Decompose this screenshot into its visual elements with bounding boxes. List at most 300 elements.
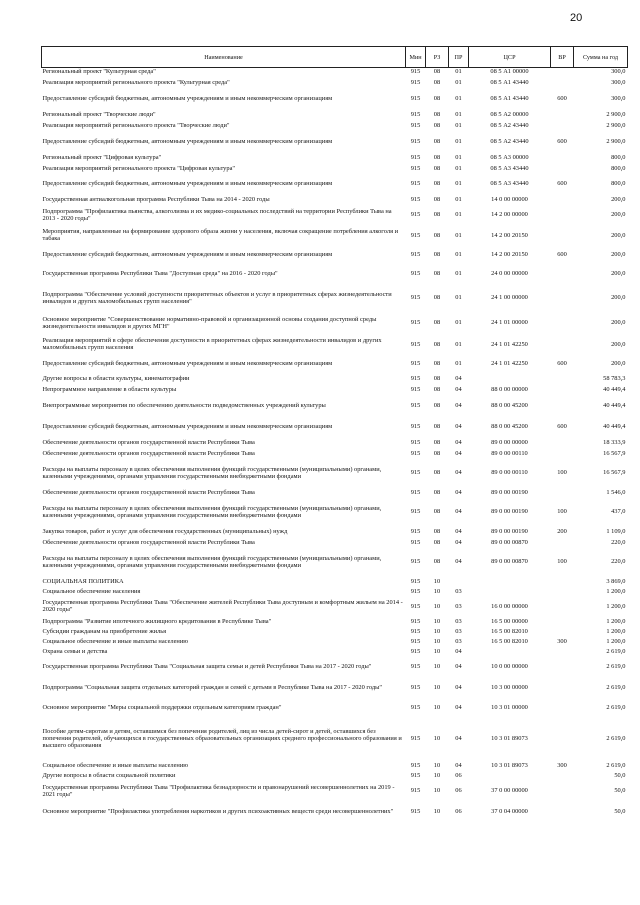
- row-csr: 24 1 01 42250: [491, 360, 528, 368]
- row-pr: 06: [455, 772, 462, 780]
- row-sum: 2 619,0: [606, 704, 626, 712]
- row-sum: 1 200,0: [606, 588, 626, 596]
- row-vr: [551, 648, 574, 658]
- row-sum: 50,0: [614, 787, 626, 795]
- row-rz: 08: [433, 195, 441, 203]
- row-csr: 10 3 01 89073: [491, 735, 528, 743]
- row-csr: 89 0 00 00870: [491, 558, 528, 566]
- row-rz: 08: [433, 270, 441, 278]
- row-csr: [469, 772, 551, 782]
- row-min: 915: [410, 180, 421, 188]
- row-min: 915: [410, 374, 421, 382]
- row-min: 915: [410, 772, 421, 780]
- header-min: Мин: [406, 47, 426, 68]
- row-vr: [551, 195, 574, 206]
- table-row: [42, 678, 628, 699]
- row-vr: 600: [557, 422, 567, 430]
- row-csr: 08 5 А3 43440: [490, 164, 529, 172]
- row-rz: 08: [433, 319, 441, 327]
- row-name: Государственная программа Республики Тыва "Профилактика безнадзорности и правонарушений несовершеннолетних на 2019 - 2021 годы": [42, 783, 395, 798]
- row-min: 915: [410, 488, 421, 496]
- row-name: Региональный проект "Культурная среда": [42, 68, 156, 76]
- row-sum: 50,0: [614, 808, 626, 816]
- row-name: Реализация мероприятий регионального проекта "Культурная среда": [42, 78, 230, 86]
- row-csr: 89 0 00 00190: [491, 488, 528, 496]
- row-rz: 10: [433, 704, 441, 712]
- row-name: Региональный проект "Цифровая культура": [42, 153, 162, 161]
- row-vr: 600: [557, 94, 567, 102]
- page-number: 20: [570, 12, 583, 24]
- table-row: [42, 802, 628, 824]
- row-min: 915: [410, 449, 421, 457]
- row-csr: 08 5 А2 00000: [490, 110, 529, 118]
- table-row: [42, 598, 628, 617]
- row-csr: 08 5 А3 43440: [490, 180, 529, 188]
- row-min: 915: [410, 648, 421, 656]
- row-min: 915: [410, 68, 421, 76]
- row-sum: 3 869,0: [606, 577, 626, 585]
- row-vr: [551, 374, 574, 385]
- row-pr: 04: [455, 469, 462, 477]
- row-rz: 08: [433, 422, 441, 430]
- row-pr: 04: [455, 735, 462, 743]
- row-min: 915: [410, 121, 421, 129]
- row-name: Обеспечение деятельности органов государственной власти Республики Тыва: [42, 488, 255, 496]
- row-pr: 04: [455, 761, 462, 769]
- row-rz: 08: [433, 438, 441, 446]
- row-name: Социальное обеспечение и иные выплаты населению: [42, 761, 189, 769]
- table-row: [42, 588, 628, 598]
- row-csr: 08 5 А1 00000: [490, 68, 529, 76]
- row-name: Подпрограмма "Профилактика пьянства, алкоголизма и их медико-социальных последствий на территории Республики Тыва на 2013 - 2020 годы": [42, 207, 392, 222]
- row-vr: [551, 153, 574, 164]
- row-pr: 01: [455, 164, 462, 172]
- row-sum: 2 619,0: [606, 761, 626, 769]
- row-csr: 08 5 А1 43440: [490, 94, 529, 102]
- row-vr: [551, 226, 574, 247]
- row-name: Государственная программа Республики Тыва "Социальная защита семьи и детей Республики Тыва на 2017 - 2020 годы": [42, 663, 372, 671]
- row-name: Подпрограмма "Социальная защита отдельных категорий граждан и семей с детьми в Республике Тыва на 2017 - 2020 годы": [42, 683, 383, 691]
- row-vr: [551, 617, 574, 628]
- row-rz: 10: [433, 787, 441, 795]
- row-pr: 04: [455, 438, 462, 446]
- row-min: 915: [410, 251, 421, 259]
- row-pr: 01: [455, 68, 462, 76]
- row-csr: 10 3 01 89073: [491, 761, 528, 769]
- row-min: 915: [410, 195, 421, 203]
- header-sum: Сумма на год: [574, 47, 628, 68]
- table-row: [42, 121, 628, 132]
- table-row: [42, 658, 628, 678]
- row-pr: 04: [455, 422, 462, 430]
- row-min: 915: [410, 94, 421, 102]
- row-rz: 08: [433, 251, 441, 259]
- row-vr: [551, 782, 574, 802]
- row-vr: 300: [557, 761, 567, 769]
- row-min: 915: [410, 153, 421, 161]
- row-vr: 100: [557, 558, 567, 566]
- row-rz: 08: [433, 340, 441, 348]
- table-row: [42, 499, 628, 527]
- row-vr: [551, 488, 574, 499]
- row-pr: 01: [455, 251, 462, 259]
- table-row: [42, 78, 628, 89]
- row-pr: 01: [455, 231, 462, 239]
- row-name: Государственная антиалкогольная программа Республики Тыва на 2014 - 2020 годы: [42, 195, 270, 203]
- row-name: Расходы на выплаты персоналу в целях обеспечения выполнения функций государственными (муниципальными) органами, казенными учреждениями, органами управления государственными внебюджетными фондами: [42, 465, 382, 480]
- row-name: Обеспечение деятельности органов государственной власти Республики Тыва: [42, 449, 255, 457]
- row-rz: 08: [433, 78, 441, 86]
- row-pr: 04: [455, 704, 462, 712]
- table-row: [42, 638, 628, 648]
- row-sum: 1 200,0: [606, 602, 626, 610]
- row-name: Предоставление субсидий бюджетным, автономным учреждениям и иным некоммерческим организациям: [42, 180, 333, 188]
- row-rz: 08: [433, 94, 441, 102]
- row-name: Реализация мероприятий в сфере обеспечения доступности в приоритетных сферах жизнедеятельности инвалидов и других маломобильных групп населения: [42, 337, 382, 351]
- row-csr: 16 5 00 82010: [491, 638, 528, 646]
- row-pr: 04: [455, 385, 462, 393]
- row-vr: 600: [557, 137, 567, 145]
- row-rz: 08: [433, 137, 441, 145]
- table-row: [42, 68, 628, 78]
- table-row: [42, 195, 628, 206]
- row-csr: 14 2 00 00000: [491, 211, 528, 219]
- table-row: [42, 648, 628, 658]
- row-min: 915: [410, 558, 421, 566]
- row-sum: 16 567,9: [603, 449, 626, 457]
- row-name: Обеспечение деятельности органов государственной власти Республики Тыва: [42, 538, 255, 546]
- row-csr: 24 1 00 00000: [491, 294, 528, 302]
- table-row: [42, 782, 628, 802]
- row-sum: 2 619,0: [606, 663, 626, 671]
- row-min: 915: [410, 663, 421, 671]
- row-rz: 08: [433, 508, 441, 516]
- row-rz: 08: [433, 385, 441, 393]
- row-vr: [551, 719, 574, 761]
- row-sum: 1 109,0: [606, 527, 626, 535]
- row-vr: [551, 598, 574, 617]
- row-pr: 06: [455, 787, 462, 795]
- row-sum: 200,0: [611, 251, 626, 259]
- row-pr: 01: [455, 153, 462, 161]
- row-min: 915: [410, 787, 421, 795]
- row-vr: [551, 658, 574, 678]
- table-row: [42, 356, 628, 374]
- table-row: [42, 164, 628, 175]
- row-vr: [551, 121, 574, 132]
- row-pr: [449, 577, 469, 588]
- row-pr: 01: [455, 78, 462, 86]
- row-pr: 03: [455, 602, 462, 610]
- row-csr: 89 0 00 00110: [491, 469, 528, 477]
- row-rz: 08: [433, 469, 441, 477]
- table-row: [42, 527, 628, 538]
- row-csr: 08 5 А3 00000: [490, 153, 529, 161]
- row-rz: 08: [433, 68, 441, 76]
- header-name: Наименование: [42, 47, 406, 68]
- row-csr: 89 0 00 00190: [491, 527, 528, 535]
- table-row: [42, 226, 628, 247]
- header-rz: РЗ: [426, 47, 449, 68]
- row-sum: 300,0: [611, 78, 626, 86]
- row-csr: 08 5 А2 43440: [490, 121, 529, 129]
- row-rz: 10: [433, 628, 441, 636]
- table-row: [42, 313, 628, 335]
- row-name: Предоставление субсидий бюджетным, автономным учреждениям и иным некоммерческим организациям: [42, 360, 333, 368]
- row-vr: [551, 678, 574, 699]
- row-sum: 220,0: [611, 558, 626, 566]
- row-min: 915: [410, 422, 421, 430]
- row-sum: 1 200,0: [606, 638, 626, 646]
- row-name: Субсидии гражданам на приобретение жилья: [42, 628, 167, 636]
- row-sum: 200,0: [611, 195, 626, 203]
- row-pr: 01: [455, 121, 462, 129]
- row-pr: 04: [455, 374, 462, 382]
- row-vr: [551, 588, 574, 598]
- table-row: [42, 396, 628, 417]
- row-min: 915: [410, 588, 421, 596]
- row-rz: 10: [433, 808, 441, 816]
- row-name: Предоставление субсидий бюджетным, автономным учреждениям и иным некоммерческим организациям: [42, 251, 333, 259]
- row-sum: 300,0: [611, 94, 626, 102]
- table-row: [42, 132, 628, 153]
- row-vr: 200: [557, 527, 567, 535]
- row-csr: 24 1 01 00000: [491, 319, 528, 327]
- table-row: [42, 488, 628, 499]
- row-pr: 04: [455, 508, 462, 516]
- row-rz: 10: [433, 617, 441, 625]
- row-csr: 16 0 00 00000: [491, 602, 528, 610]
- row-vr: [551, 313, 574, 335]
- table-row: [42, 628, 628, 638]
- row-pr: 01: [455, 195, 462, 203]
- row-name: Основное мероприятие "Меры социальной поддержки отдельным категориям граждан": [42, 704, 282, 712]
- row-rz: 08: [433, 360, 441, 368]
- row-vr: [551, 538, 574, 549]
- row-min: 915: [410, 385, 421, 393]
- row-sum: 2 900,0: [606, 137, 626, 145]
- header-pr: ПР: [449, 47, 469, 68]
- row-vr: [551, 449, 574, 460]
- row-min: 915: [410, 527, 421, 535]
- row-sum: 800,0: [611, 164, 626, 172]
- row-min: 915: [410, 735, 421, 743]
- row-min: 915: [410, 294, 421, 302]
- row-rz: 10: [433, 735, 441, 743]
- row-sum: 2 900,0: [606, 121, 626, 129]
- row-name: Реализация мероприятий регионального проекта "Творческие люди": [42, 121, 230, 129]
- row-rz: 08: [433, 180, 441, 188]
- row-rz: 10: [433, 638, 441, 646]
- row-csr: 89 0 00 00000: [491, 438, 528, 446]
- table-row: [42, 285, 628, 313]
- row-csr: 89 0 00 00190: [491, 508, 528, 516]
- row-vr: [551, 438, 574, 449]
- row-rz: 08: [433, 153, 441, 161]
- row-name: Государственная программа Республики Тыва "Доступная среда" на 2016 - 2020 годы": [42, 270, 278, 278]
- row-min: 915: [410, 231, 421, 239]
- row-min: 915: [410, 164, 421, 172]
- row-name: Внепрограммные мероприятия по обеспечению деятельности подведомственных учреждений культуры: [42, 401, 326, 409]
- row-name: Предоставление субсидий бюджетным, автономным учреждениям и иным некоммерческим организациям: [42, 137, 333, 145]
- table-row: [42, 110, 628, 121]
- row-sum: 200,0: [611, 340, 626, 348]
- row-sum: 800,0: [611, 153, 626, 161]
- row-name: Обеспечение деятельности органов государственной власти Республики Тыва: [42, 438, 255, 446]
- row-sum: 1 546,0: [606, 488, 626, 496]
- table-row: [42, 577, 628, 588]
- table-row: [42, 699, 628, 719]
- table-row: [42, 449, 628, 460]
- row-csr: 88 0 00 45200: [491, 422, 528, 430]
- table-row: [42, 153, 628, 164]
- row-vr: 100: [557, 469, 567, 477]
- row-vr: [551, 285, 574, 313]
- table-row: [42, 538, 628, 549]
- row-vr: [551, 335, 574, 356]
- row-name: Социальное обеспечение населения: [42, 588, 141, 596]
- row-name: Основное мероприятие "Профилактика употребления наркотиков и других психоактивных веществ среди несовершеннолетних": [42, 808, 394, 816]
- row-rz: 08: [433, 121, 441, 129]
- row-rz: 08: [433, 211, 441, 219]
- row-min: 915: [410, 704, 421, 712]
- row-name: Реализация мероприятий регионального проекта "Цифровая культура": [42, 164, 236, 172]
- row-pr: 06: [455, 808, 462, 816]
- row-pr: 04: [455, 527, 462, 535]
- row-csr: 10 3 01 00000: [491, 704, 528, 712]
- row-rz: 08: [433, 164, 441, 172]
- row-csr: 16 5 00 82010: [491, 628, 528, 636]
- row-rz: 10: [433, 588, 441, 596]
- row-name: Региональный проект "Творческие люди": [42, 110, 156, 118]
- row-pr: 01: [455, 294, 462, 302]
- table-header-row: [42, 47, 628, 68]
- row-vr: [551, 68, 574, 78]
- row-min: 915: [410, 538, 421, 546]
- row-rz: 08: [433, 449, 441, 457]
- row-pr: 01: [455, 94, 462, 102]
- row-rz: 08: [433, 374, 441, 382]
- row-min: 915: [410, 761, 421, 769]
- row-sum: 2 619,0: [606, 648, 626, 656]
- row-rz: 08: [433, 231, 441, 239]
- row-csr: 14 2 00 20150: [491, 251, 528, 259]
- row-csr: 24 0 00 00000: [491, 270, 528, 278]
- row-rz: 10: [433, 577, 441, 585]
- row-vr: [551, 265, 574, 285]
- row-name: Подпрограмма "Развитие ипотечного жилищного кредитования в Республике Тыва": [42, 617, 272, 625]
- row-pr: 03: [455, 638, 462, 646]
- row-sum: 800,0: [611, 180, 626, 188]
- row-pr: 03: [455, 617, 462, 625]
- row-pr: 04: [455, 683, 462, 691]
- row-min: 915: [410, 319, 421, 327]
- row-pr: 03: [455, 588, 462, 596]
- row-pr: 03: [455, 628, 462, 636]
- row-min: 915: [410, 808, 421, 816]
- budget-table: [41, 46, 628, 824]
- row-sum: 40 449,4: [603, 401, 626, 409]
- table-row: [42, 247, 628, 265]
- row-csr: 10 3 00 00000: [491, 683, 528, 691]
- row-csr: [469, 588, 551, 598]
- table-row: [42, 772, 628, 782]
- row-csr: 16 5 00 00000: [491, 617, 528, 625]
- row-sum: 200,0: [611, 294, 626, 302]
- row-vr: 300: [557, 638, 567, 646]
- row-csr: [469, 374, 551, 385]
- table-row: [42, 417, 628, 438]
- row-rz: 10: [433, 683, 441, 691]
- row-csr: 08 5 А2 43440: [490, 137, 529, 145]
- row-name: СОЦИАЛЬНАЯ ПОЛИТИКА: [42, 577, 124, 585]
- row-vr: [551, 206, 574, 226]
- table-row: [42, 175, 628, 195]
- row-pr: 04: [455, 401, 462, 409]
- row-rz: 08: [433, 488, 441, 496]
- header-csr: ЦСР: [469, 47, 551, 68]
- row-rz: 08: [433, 527, 441, 535]
- row-rz: 10: [433, 772, 441, 780]
- row-min: 915: [410, 401, 421, 409]
- row-pr: 04: [455, 538, 462, 546]
- table-row: [42, 549, 628, 577]
- row-sum: 437,0: [611, 508, 626, 516]
- header-vr: ВР: [551, 47, 574, 68]
- row-sum: 50,0: [614, 772, 626, 780]
- row-min: 915: [410, 110, 421, 118]
- row-sum: 200,0: [611, 270, 626, 278]
- row-min: 915: [410, 340, 421, 348]
- row-name: Государственная программа Республики Тыва "Обеспечение жителей Республики Тыва доступным и комфортным жильем на 2014 - 2020 годы": [42, 599, 403, 613]
- row-name: Мероприятия, направленные на формирование здорового образа жизни у населения, включая сокращение потребления алкоголя и табака: [42, 228, 399, 242]
- row-pr: 01: [455, 137, 462, 145]
- row-name: Закупка товаров, работ и услуг для обеспечения государственных (муниципальных) нужд: [42, 527, 288, 535]
- row-name: Социальное обеспечение и иные выплаты населению: [42, 638, 189, 646]
- row-vr: 600: [557, 360, 567, 368]
- row-csr: 89 0 00 00110: [491, 449, 528, 457]
- row-sum: 40 449,4: [603, 385, 626, 393]
- row-csr: [469, 577, 551, 588]
- row-pr: 01: [455, 211, 462, 219]
- row-sum: 2 619,0: [606, 735, 626, 743]
- row-vr: [551, 802, 574, 824]
- row-sum: 2 619,0: [606, 683, 626, 691]
- row-pr: 01: [455, 270, 462, 278]
- row-csr: 88 0 00 00000: [491, 385, 528, 393]
- table-row: [42, 374, 628, 385]
- row-pr: 04: [455, 558, 462, 566]
- row-sum: 1 200,0: [606, 628, 626, 636]
- row-name: Другие вопросы в области социальной политики: [42, 772, 176, 780]
- row-rz: 08: [433, 110, 441, 118]
- table-row: [42, 460, 628, 488]
- row-sum: 2 900,0: [606, 110, 626, 118]
- row-pr: 04: [455, 663, 462, 671]
- row-vr: [551, 396, 574, 417]
- row-name: Непрограммное направление в области культуры: [42, 385, 177, 393]
- table-row: [42, 719, 628, 761]
- row-csr: 37 0 04 00000: [491, 808, 528, 816]
- row-csr: 08 5 А1 43440: [490, 78, 529, 86]
- row-sum: 1 200,0: [606, 617, 626, 625]
- row-vr: [551, 628, 574, 638]
- row-pr: 01: [455, 360, 462, 368]
- row-vr: 100: [557, 508, 567, 516]
- row-min: 915: [410, 602, 421, 610]
- row-pr: 04: [455, 648, 462, 656]
- row-rz: 10: [433, 648, 441, 656]
